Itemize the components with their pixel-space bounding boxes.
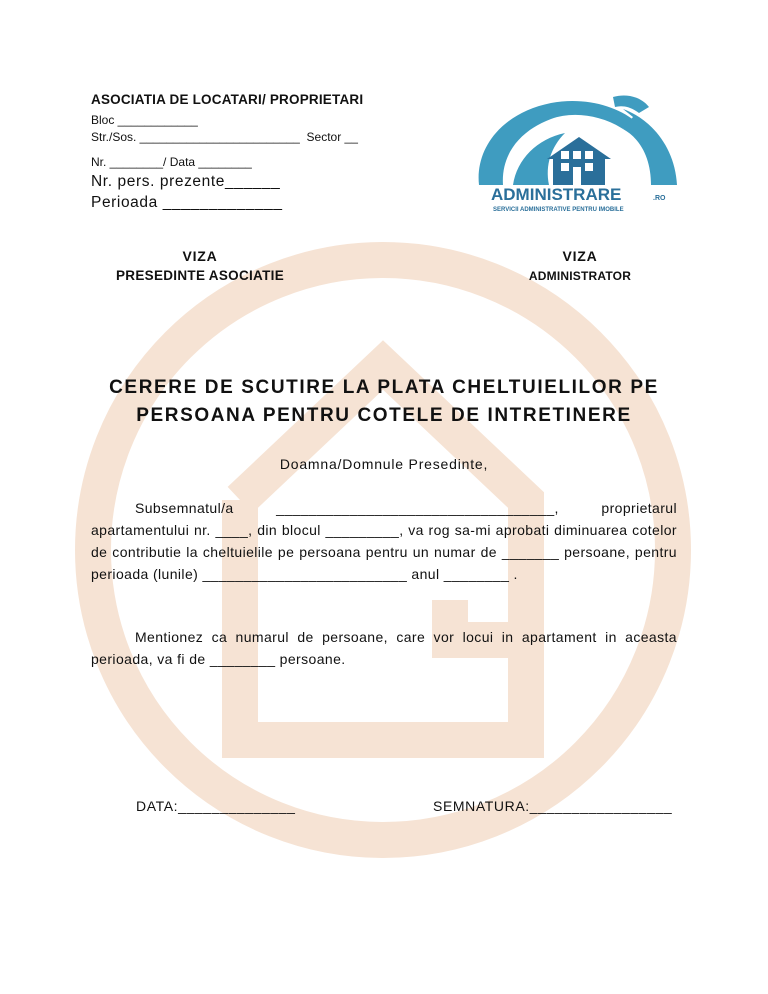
- salutation: Doamna/Domnule Presedinte,: [279, 456, 489, 472]
- title-line-1: CERERE DE SCUTIRE LA PLATA CHELTUIELILOR PE: [109, 377, 659, 398]
- request-paragraph: Subsemnatul/a __________________________________, proprietarul apartamentului nr. ____, din blocul _________, va rog sa-mi aprobati diminuarea cotelor de contributie la cheltuielile pe persoana pentru un numar de _______ persoane, pentru perioada (lunile) _________________________ anul ________ .: [91, 500, 677, 582]
- viza-administrator: [510, 246, 650, 286]
- logo-suffix-text: .RO: [653, 195, 666, 202]
- date-signature-line: DATA:______________: [136, 798, 296, 814]
- title-line-2: PERSOANA PENTRU COTELE DE INTRETINERE: [136, 405, 632, 426]
- statement-paragraph: Mentionez ca numarul de persoane, care vor locui in apartament in aceasta perioada, va fi de ________ persoane.: [91, 629, 677, 667]
- bloc-field: Bloc ____________: [91, 113, 198, 127]
- persons-present-field: Nr. pers. prezente______: [91, 173, 281, 190]
- administrare-logo: [473, 89, 681, 217]
- logo-tagline: SERVICII ADMINISTRATIVE PENTRU IMOBILE: [493, 207, 624, 213]
- period-field: Perioada _____________: [91, 194, 283, 211]
- viza-administrator-label: ADMINISTRATOR: [528, 269, 632, 283]
- viza-administrator-title: VIZA: [562, 248, 598, 264]
- viza-president: [100, 246, 300, 286]
- document-title: [60, 374, 708, 430]
- street-sector-field: Str./Sos. ________________________ Sector __: [91, 130, 358, 144]
- number-date-field: Nr. ________/ Data ________: [91, 155, 252, 169]
- viza-president-title: VIZA: [182, 248, 218, 264]
- signature-line: SEMNATURA:_________________: [433, 798, 673, 814]
- association-header: [91, 92, 391, 213]
- logo-brand-text: ADMINISTRARE: [491, 185, 622, 204]
- viza-president-label: PRESEDINTE ASOCIATIE: [115, 268, 285, 283]
- association-name: ASOCIATIA DE LOCATARI/ PROPRIETARI: [91, 92, 364, 107]
